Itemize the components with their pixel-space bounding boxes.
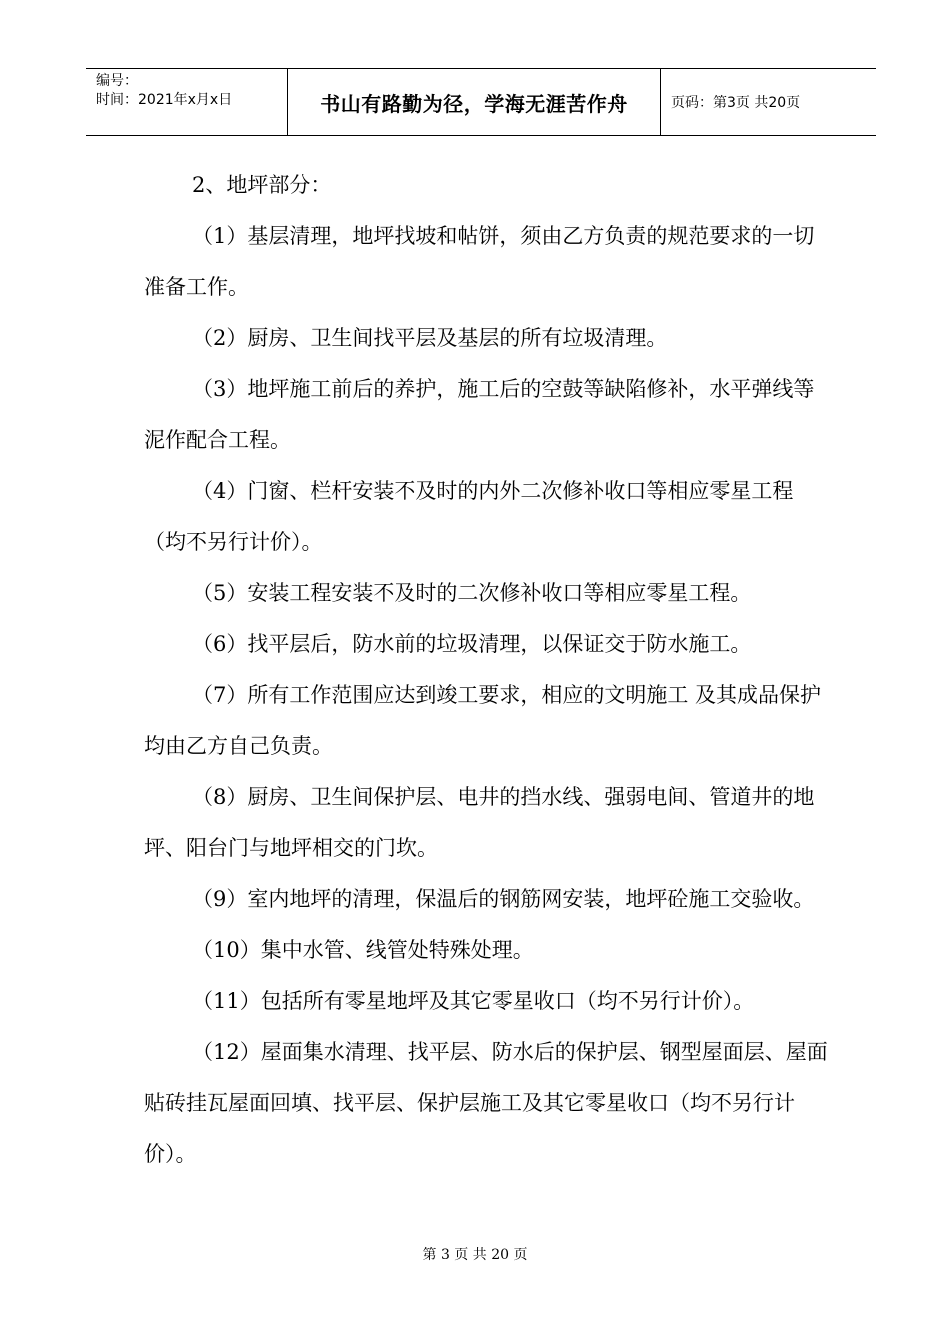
paragraph: （8）厨房、卫生间保护层、电井的挡水线、强弱电间、管道井的地坪、阳台门与地坪相交的门坎。 <box>144 785 815 860</box>
paragraph: （1）基层清理，地坪找坡和帖饼，须由乙方负责的规范要求的一切准备工作。 <box>144 224 815 299</box>
page-footer: 第 3 页 共 20 页 <box>422 1247 528 1263</box>
paragraph: （2）厨房、卫生间找平层及基层的所有垃圾清理。 <box>192 326 668 350</box>
paragraph: （9）室内地坪的清理，保温后的钢筋网安装，地坪砼施工交验收。 <box>192 887 815 911</box>
document-number-label: 编号： <box>96 73 138 89</box>
header-motto: 书山有路勤为径，学海无涯苦作舟 <box>287 69 661 135</box>
paragraph: （10）集中水管、线管处特殊处理。 <box>192 938 534 962</box>
paragraph: （11）包括所有零星地坪及其它零星收口（均不另行计价）。 <box>192 989 755 1013</box>
paragraph: （5）安装工程安装不及时的二次修补收口等相应零星工程。 <box>192 581 752 605</box>
paragraph: （7）所有工作范围应达到竣工要求，相应的文明施工 及其成品保护均由乙方自己负责。 <box>144 683 822 758</box>
paragraph: （4）门窗、栏杆安装不及时的内外二次修补收口等相应零星工程（均不另行计价）。 <box>144 479 794 554</box>
section-heading: 2、地坪部分： <box>192 173 332 197</box>
paragraph: （12）屋面集水清理、找平层、防水后的保护层、钢型屋面层、屋面贴砖挂瓦屋面回填、找平层、保护层施工及其它零星收口（均不另行计价）。 <box>144 1040 828 1166</box>
paragraph: （3）地坪施工前后的养护，施工后的空鼓等缺陷修补，水平弹线等泥作配合工程。 <box>144 377 815 452</box>
document-time-label: 时间：2021年x月x日 <box>96 92 233 108</box>
document-body <box>144 160 834 1180</box>
header-page-code: 页码：第3页 共20页 <box>671 95 801 111</box>
page-header <box>86 68 876 136</box>
paragraph: （6）找平层后，防水前的垃圾清理，以保证交于防水施工。 <box>192 632 752 656</box>
header-meta <box>86 69 287 135</box>
